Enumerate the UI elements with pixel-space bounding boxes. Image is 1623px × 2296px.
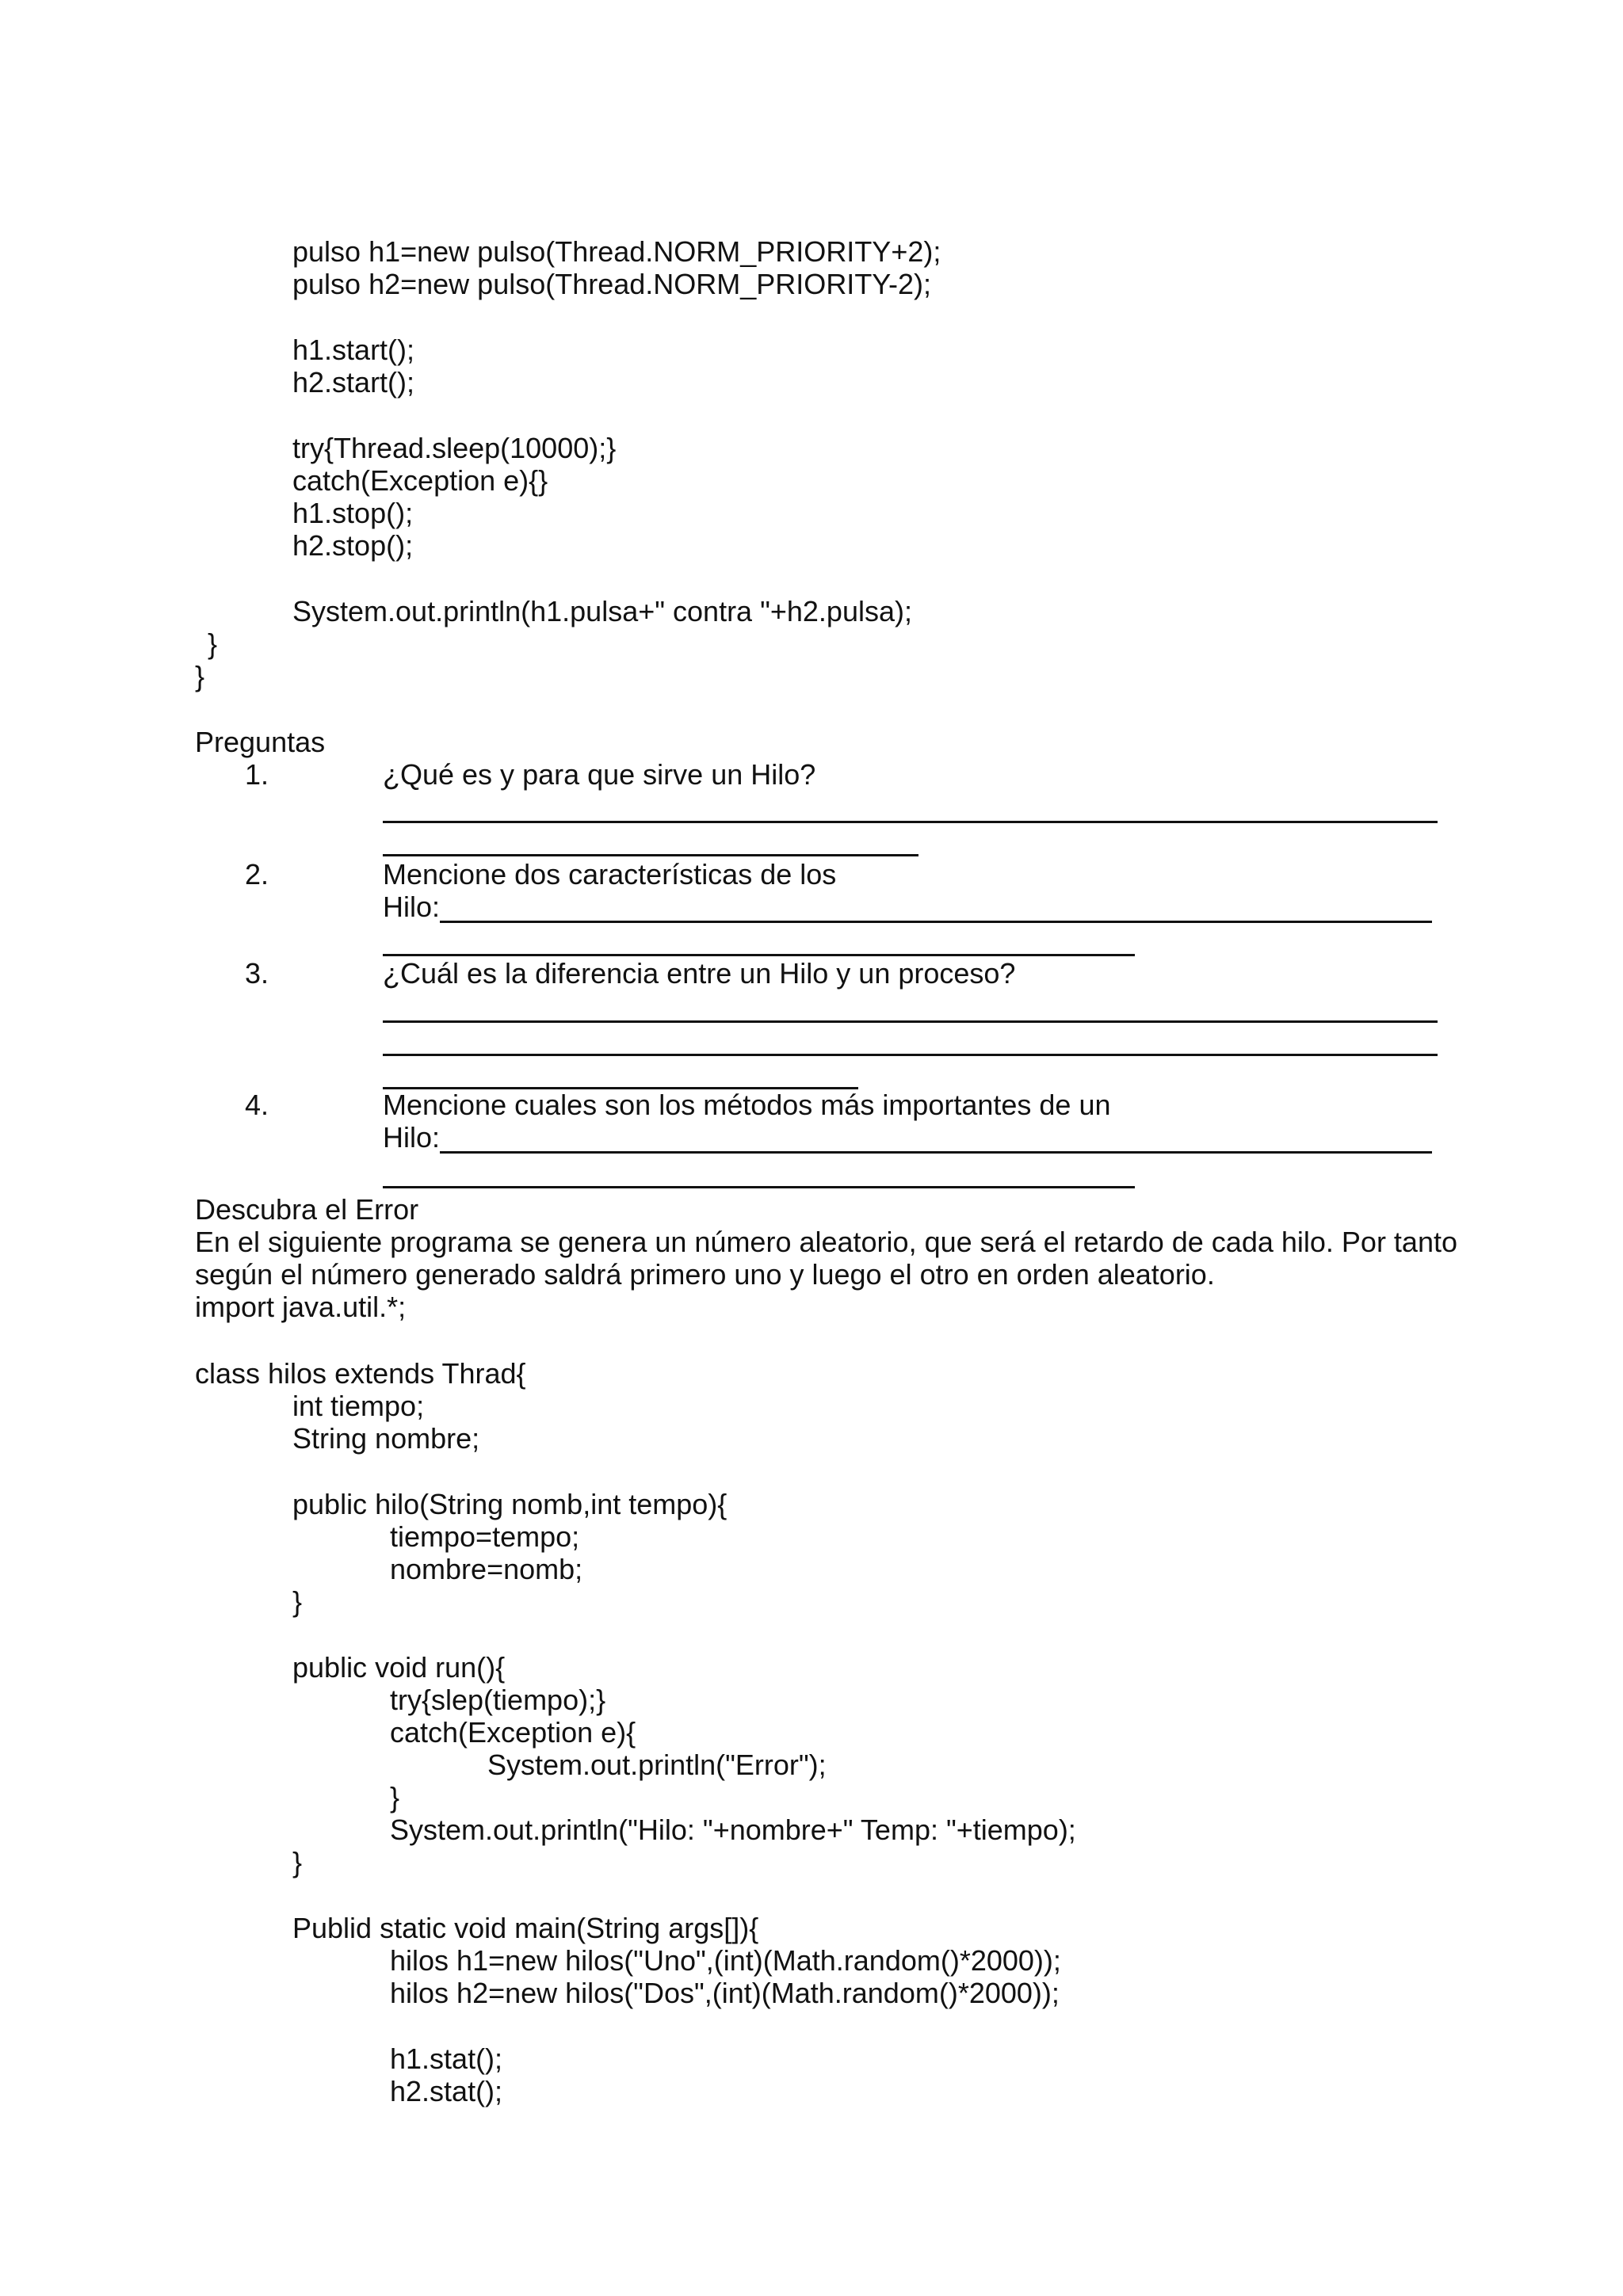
- answer-line: [383, 1020, 1438, 1023]
- question-number: 1.: [245, 758, 269, 791]
- code-line: }: [208, 627, 218, 660]
- code-line: try{slep(tiempo);}: [390, 1684, 606, 1716]
- question-number: 2.: [245, 858, 269, 891]
- code-line: }: [390, 1781, 400, 1814]
- code-line: hilos h1=new hilos("Uno",(int)(Math.random()*2000));: [390, 1944, 1061, 1977]
- code-line: nombre=nomb;: [390, 1553, 583, 1585]
- code-line: System.out.println("Error");: [487, 1749, 827, 1781]
- code-line: hilos h2=new hilos("Dos",(int)(Math.random()*2000));: [390, 1977, 1060, 2009]
- code-line: System.out.println("Hilo: "+nombre+" Temp: "+tiempo);: [390, 1814, 1076, 1846]
- code-line: h2.stat();: [390, 2075, 503, 2107]
- question-number: 3.: [245, 957, 269, 990]
- code-line: int tiempo;: [292, 1390, 425, 1422]
- question-text-cont: Hilo:: [383, 1121, 441, 1154]
- code-line: Publid static void main(String args[]){: [292, 1912, 759, 1944]
- code-line: public hilo(String nomb,int tempo){: [292, 1488, 727, 1520]
- question-text-cont: Hilo:: [383, 891, 441, 923]
- code-line: }: [292, 1846, 303, 1878]
- code-line: h1.stat();: [390, 2042, 503, 2075]
- answer-line: [383, 1186, 1135, 1188]
- answer-line: [383, 1054, 1438, 1056]
- code-line: public void run(){: [292, 1651, 506, 1684]
- import-line: import java.util.*;: [195, 1291, 407, 1323]
- answer-line: [383, 954, 1135, 956]
- code-line: try{Thread.sleep(10000);}: [292, 432, 617, 464]
- code-line: h2.start();: [292, 366, 415, 399]
- question-number: 4.: [245, 1089, 269, 1121]
- code-line: System.out.println(h1.pulsa+" contra "+h2.pulsa);: [292, 595, 912, 627]
- code-line: tiempo=tempo;: [390, 1520, 580, 1553]
- answer-line: [383, 821, 1438, 823]
- code-line: catch(Exception e){}: [292, 464, 548, 497]
- code-line: pulso h1=new pulso(Thread.NORM_PRIORITY+2);: [292, 235, 941, 268]
- paragraph-line: En el siguiente programa se genera un número aleatorio, que será el retardo de cada hilo. Por tanto: [195, 1226, 1457, 1258]
- code-line: h1.start();: [292, 334, 415, 366]
- code-line: pulso h2=new pulso(Thread.NORM_PRIORITY-2);: [292, 268, 932, 300]
- question-text: ¿Qué es y para que sirve un Hilo?: [383, 758, 816, 791]
- code-line: }: [292, 1585, 303, 1618]
- code-line: String nombre;: [292, 1422, 480, 1455]
- answer-line: [383, 854, 918, 856]
- code-line: catch(Exception e){: [390, 1716, 636, 1749]
- paragraph-line: según el número generado saldrá primero uno y luego el otro en orden aleatorio.: [195, 1258, 1215, 1291]
- answer-line: [440, 921, 1432, 923]
- code-line: h2.stop();: [292, 529, 414, 562]
- answer-line: [440, 1151, 1432, 1154]
- code-line: }: [195, 660, 205, 692]
- code-line: class hilos extends Thrad{: [195, 1357, 526, 1390]
- question-text: ¿Cuál es la diferencia entre un Hilo y un proceso?: [383, 957, 1016, 990]
- question-text: Mencione cuales son los métodos más importantes de un: [383, 1089, 1111, 1121]
- section-heading: Descubra el Error: [195, 1193, 419, 1226]
- questions-heading: Preguntas: [195, 726, 326, 758]
- question-text: Mencione dos características de los: [383, 858, 837, 891]
- code-line: h1.stop();: [292, 497, 414, 529]
